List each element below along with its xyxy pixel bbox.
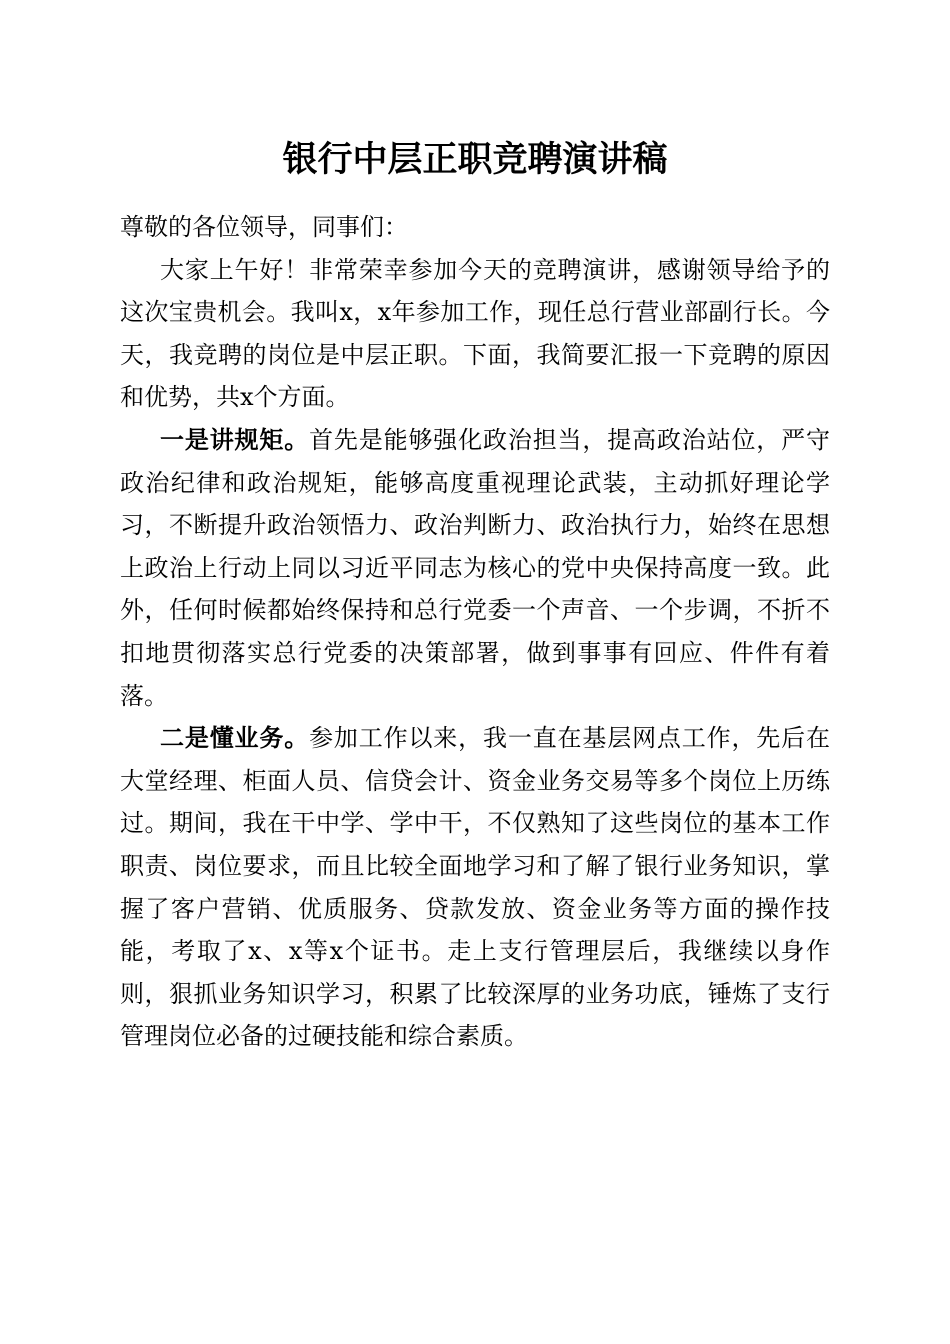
salutation: 尊敬的各位领导，同事们： (120, 213, 408, 241)
paragraph-business (120, 717, 830, 1058)
paragraph-text: 大家上午好！非常荣幸参加今天的竞聘演讲，感谢领导给予的这次宝贵机会。我叫x，x年参加工作，现任总行营业部副行长。今天，我竞聘的岗位是中层正职。下面，我简要汇报一下竞聘的原因和优势，共x个方面。 (120, 255, 830, 412)
paragraph-rules (120, 419, 830, 717)
paragraph-text: 首先是能够强化政治担当，提高政治站位，严守政治纪律和政治规矩，能够高度重视理论武装，主动抓好理论学习，不断提升政治领悟力、政治判断力、政治执行力，始终在思想上政治上行动上同以习近平同志为核心的党中央保持高度一致。此外，任何时候都始终保持和总行党委一个声音、一个步调，不折不扣地贯彻落实总行党委的决策部署，做到事事有回应、件件有着落。 (120, 425, 830, 710)
document-body (120, 206, 830, 1058)
paragraph-text: 参加工作以来，我一直在基层网点工作，先后在大堂经理、柜面人员、信贷会计、资金业务交易等多个岗位上历练过。期间，我在干中学、学中干，不仅熟知了这些岗位的基本工作职责、岗位要求，而且比较全面地学习和了解了银行业务知识，掌握了客户营销、优质服务、贷款发放、资金业务等方面的操作技能，考取了x、x等x个证书。走上支行管理层后，我继续以身作则，狠抓业务知识学习，积累了比较深厚的业务功底，锤炼了支行管理岗位必备的过硬技能和综合素质。 (120, 724, 830, 1051)
paragraph-lead: 一是讲规矩。 (160, 424, 310, 454)
document-title: 银行中层正职竞聘演讲稿 (282, 139, 668, 180)
paragraph-intro (120, 249, 830, 419)
paragraph-lead: 二是懂业务。 (160, 723, 310, 753)
